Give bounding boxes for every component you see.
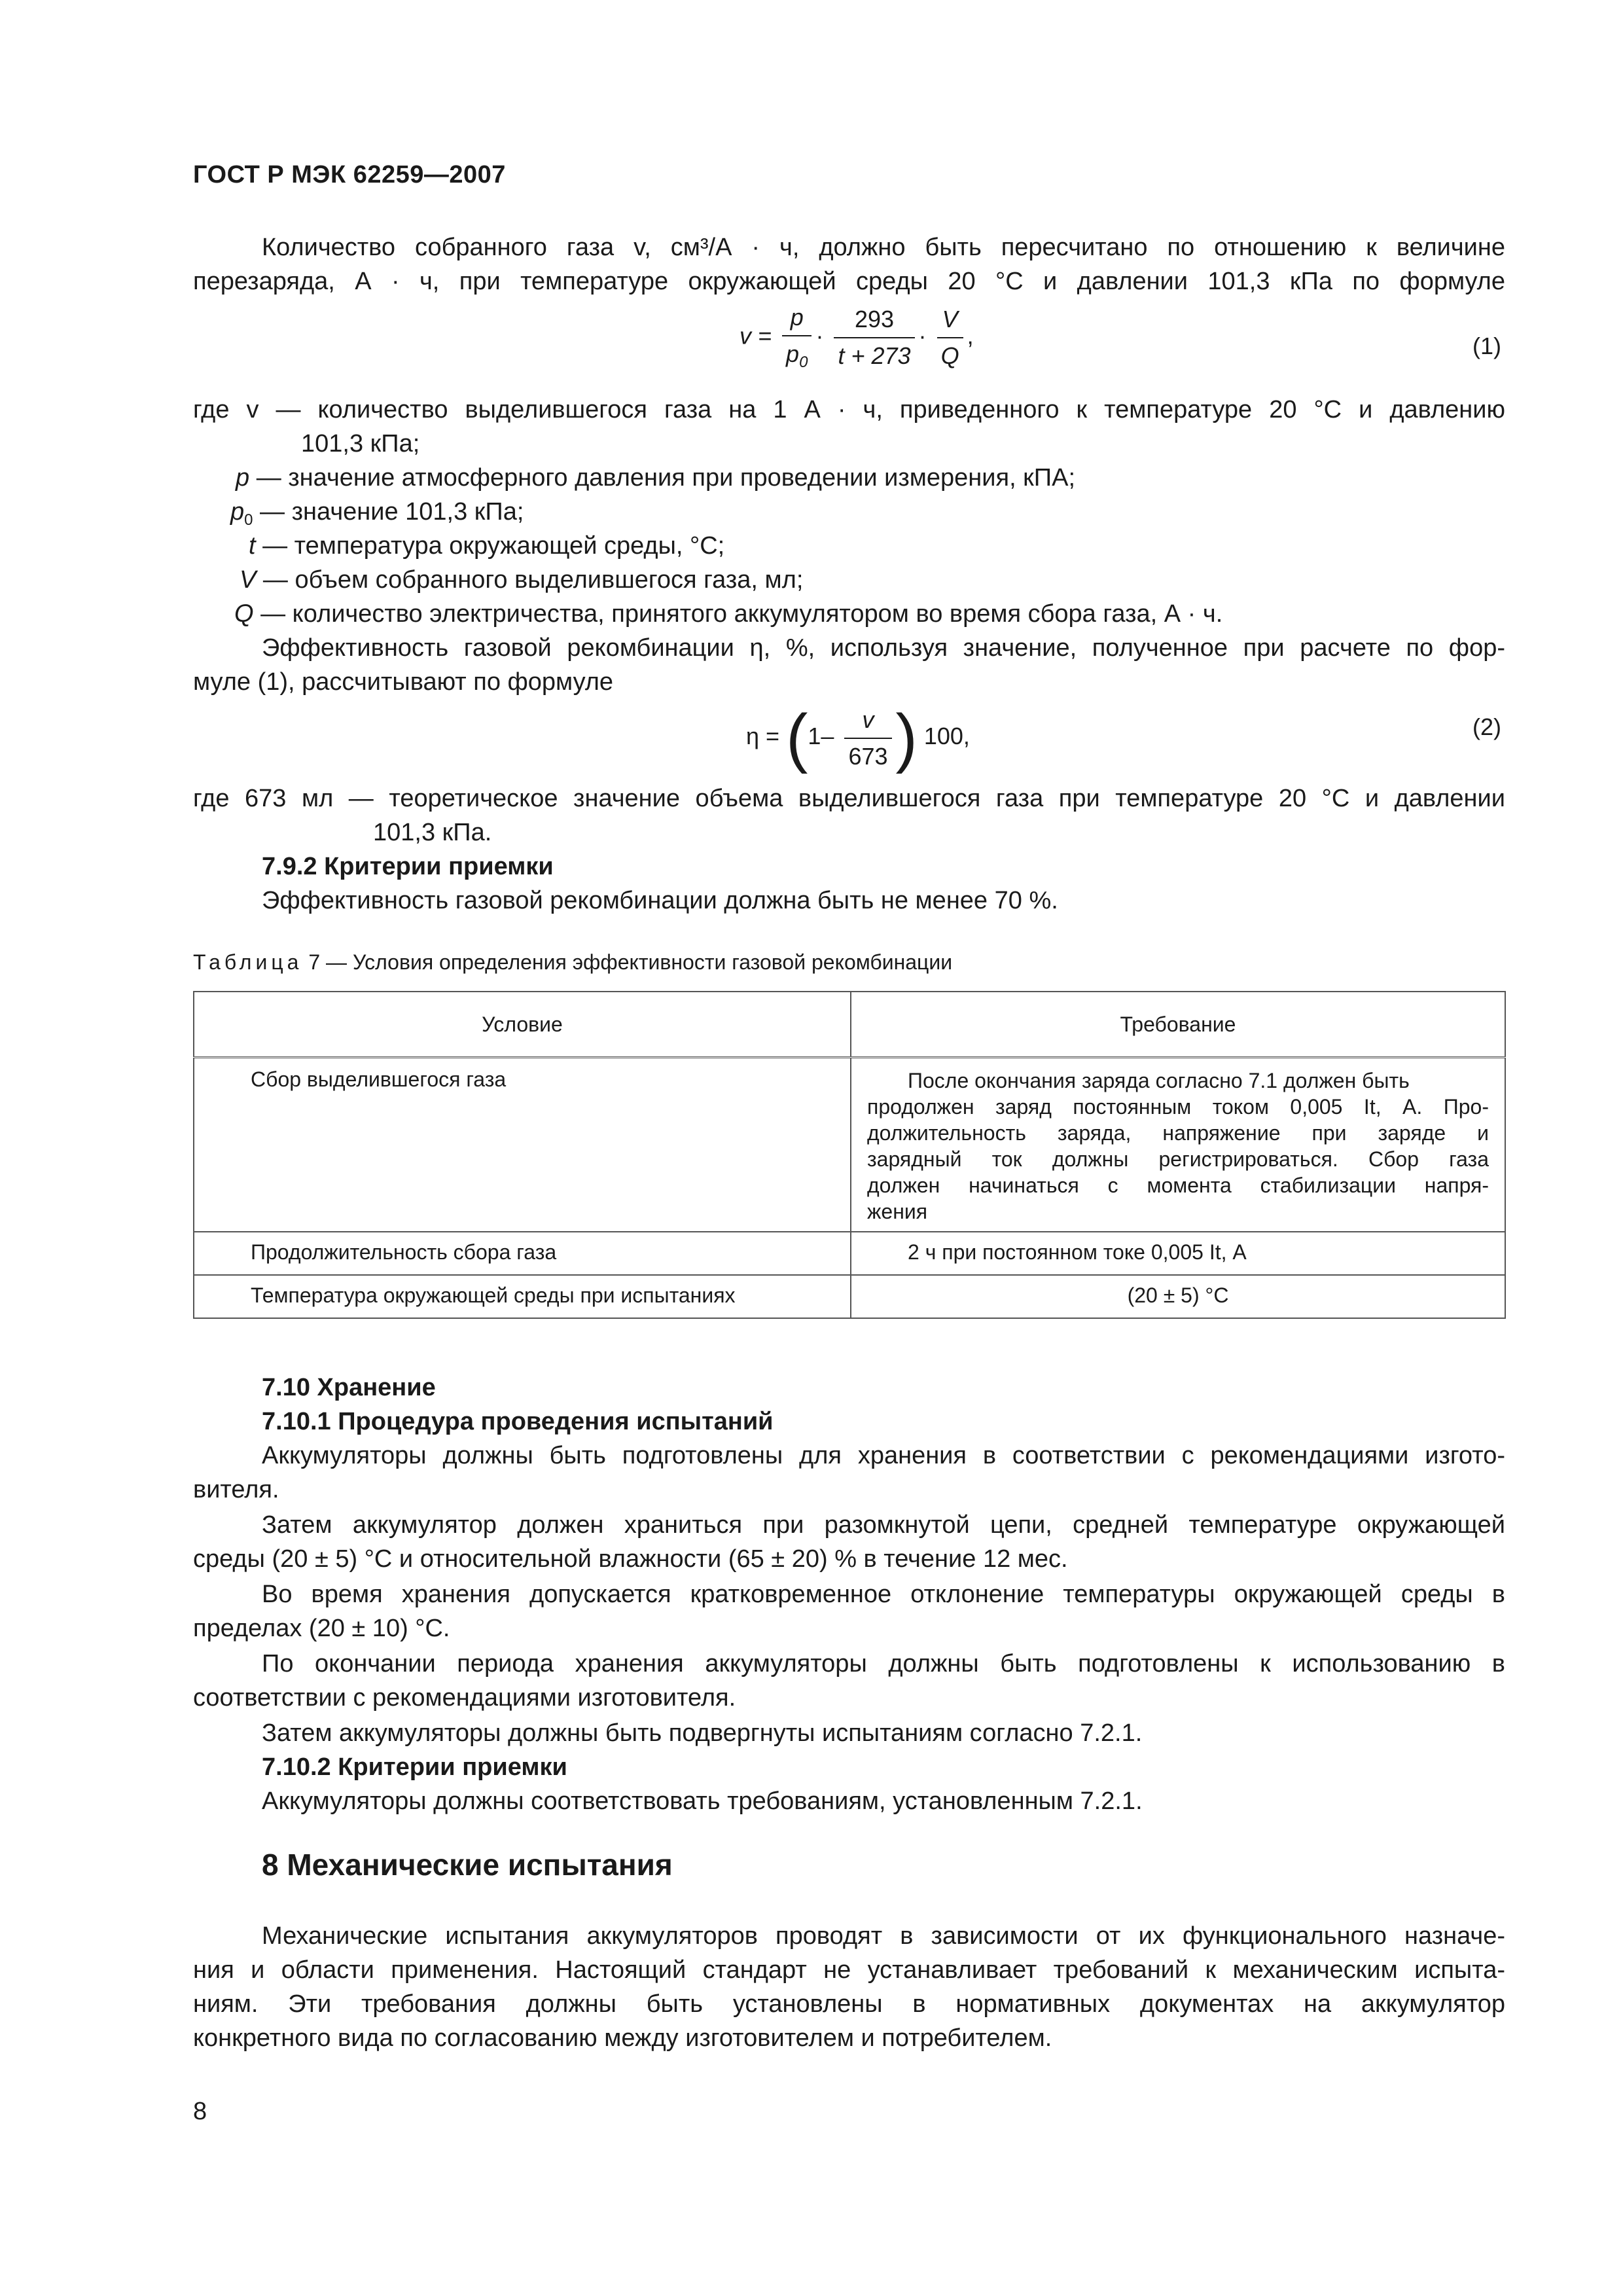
formula-2-number: (2) — [1472, 713, 1501, 740]
req-line-4: зарядный ток должны регистрироваться. Сбор газа — [867, 1147, 1489, 1171]
where2-line-2: 101,3 кПа. — [373, 819, 492, 846]
intro-line-1: Количество собранного газа v, см³/А · ч, должно быть пересчитано по отношению к величине — [262, 234, 1505, 261]
table-header-row — [194, 992, 1505, 1058]
eff-line-1: Эффективность газовой рекомбинации η, %, используя значение, полученное при расчете по фор- — [262, 634, 1505, 662]
where-p — [236, 461, 1075, 495]
section-7-9-2-title: 7.9.2 Критерии приемки — [262, 853, 554, 880]
formula-2-tail: 100, — [923, 723, 970, 750]
table-header-requirement: Требование — [851, 992, 1505, 1058]
req-line-3: должительность заряда, напряжение при заряде и — [867, 1121, 1489, 1145]
where-t-key: t — [249, 532, 256, 560]
table-7-caption-prefix: Таблица — [193, 950, 303, 974]
eff-line-2: муле (1), рассчитывают по формуле — [193, 668, 614, 696]
where-p-desc: — значение атмосферного давления при проведении измерения, кПА; — [249, 464, 1076, 492]
req-line-1: После окончания заряда согласно 7.1 должен быть — [908, 1069, 1410, 1092]
s710-p2-line-2: среды (20 ± 5) °С и относительной влажности (65 ± 20) % в течение 12 мес. — [193, 1545, 1068, 1573]
section-7-10-1-title: 7.10.1 Процедура проведения испытаний — [262, 1408, 774, 1435]
table-cell-temperature-req: (20 ± 5) °С — [851, 1275, 1505, 1318]
req-line-5: должен начинаться с момента стабилизации напря- — [867, 1174, 1489, 1197]
formula-2-lhs: η = — [746, 723, 780, 750]
table-row — [194, 1058, 1505, 1232]
formula-2-frac — [844, 706, 891, 770]
table-cell-gas-collection: Сбор выделившегося газа — [194, 1058, 851, 1232]
where-p0-sub: 0 — [244, 511, 253, 529]
section-8-title: 8 Механические испытания — [262, 1848, 673, 1882]
req-line-2 — [867, 1094, 1489, 1120]
intro-line-2: перезаряда, А · ч, при температуре окружающей среды 20 °С и давлении 101,3 кПа по формуле — [193, 268, 1505, 295]
table-cell-duration-req: 2 ч при постоянном токе 0,005 It, А — [851, 1232, 1505, 1275]
formula-1-dot-2: · — [918, 322, 927, 350]
where2-line-1: где 673 мл — теоретическое значение объема выделившегося газа при температуре 20 °С и давлении — [193, 785, 1505, 812]
s710-p4-line-1: По окончании периода хранения аккумуляторы должны быть подготовлены к использованию в — [262, 1650, 1505, 1677]
s8-line-1: Механические испытания аккумуляторов проводят в зависимости от их функционального назначе- — [262, 1922, 1505, 1950]
table-7-caption-text: 7 — Условия определения эффективности газовой рекомбинации — [302, 950, 953, 974]
where-p0-desc: — значение 101,3 кПа; — [253, 498, 524, 526]
where-Q-desc: — количество электричества, принятого аккумулятором во время сбора газа, А · ч. — [253, 600, 1223, 628]
formula-1-frac-p — [782, 304, 812, 372]
s710-p3-line-1: Во время хранения допускается кратковременное отклонение температуры окружающей среды в — [262, 1581, 1505, 1608]
where-V — [240, 563, 803, 597]
where-p0-key: p — [230, 498, 245, 526]
section-7-9-2-text: Эффективность газовой рекомбинации должна быть не менее 70 %. — [262, 887, 1058, 914]
formula-1-dot-1: · — [815, 322, 824, 350]
formula-2-close-paren: ) — [895, 701, 918, 774]
table-cell-gas-collection-req — [851, 1058, 1505, 1232]
where-V-desc: — объем собранного выделившегося газа, мл; — [256, 566, 804, 594]
table-header-condition: Условие — [194, 992, 851, 1058]
formula-1-p: p — [782, 304, 812, 336]
table-row — [194, 1232, 1505, 1275]
formula-2 — [746, 700, 970, 776]
where-v-line-2: 101,3 кПа; — [301, 430, 420, 457]
formula-2-one-minus: 1– — [808, 723, 834, 750]
where-t-desc: — температура окружающей среды, °С; — [255, 532, 725, 560]
formula-1-Q: Q — [940, 342, 959, 369]
s710-p1-line-2: вителя. — [193, 1476, 279, 1503]
s710-p5: Затем аккумуляторы должны быть подвергнуты испытаниям согласно 7.2.1. — [262, 1719, 1143, 1747]
section-7-10-2-text: Аккумуляторы должны соответствовать требованиям, установленным 7.2.1. — [262, 1787, 1143, 1815]
s710-p2-line-1: Затем аккумулятор должен храниться при разомкнутой цепи, средней температуре окружающей — [262, 1511, 1505, 1539]
where-Q — [234, 597, 1222, 631]
formula-1-lhs: v = — [740, 322, 772, 350]
formula-1-p0: p — [786, 340, 800, 367]
formula-1-t273: t + 273 — [838, 342, 911, 369]
s710-p1-line-1: Аккумуляторы должны быть подготовлены для хранения в соответствии с рекомендациями изгото- — [262, 1442, 1505, 1469]
where-v-line-1: где v — количество выделившегося газа на 1 А · ч, приведенного к температуре 20 °С и давлению — [193, 396, 1505, 423]
document-header: ГОСТ Р МЭК 62259—2007 — [193, 161, 506, 188]
s8-line-3: ниям. Эти требования должны быть установлены в нормативных документах на аккумулятор — [193, 1990, 1505, 2018]
s710-p4-line-2: соответствии с рекомендациями изготовителя. — [193, 1684, 736, 1712]
s710-p3-line-2: пределах (20 ± 10) °С. — [193, 1615, 450, 1642]
where-V-key: V — [240, 566, 257, 594]
s8-line-4: конкретного вида по согласованию между изготовителем и потребителем. — [193, 2024, 1052, 2052]
formula-2-open-paren: ( — [786, 701, 808, 774]
formula-1 — [740, 304, 974, 372]
section-7-10-2-title: 7.10.2 Критерии приемки — [262, 1753, 567, 1781]
table-cell-duration: Продолжительность сбора газа — [194, 1232, 851, 1275]
where-t — [249, 529, 724, 563]
where-Q-key: Q — [234, 600, 254, 628]
section-7-10-title: 7.10 Хранение — [262, 1374, 436, 1401]
s8-line-2: ния и области применения. Настоящий стандарт не устанавливает требований к механическим испыта- — [193, 1956, 1505, 1984]
table-7 — [193, 991, 1506, 1319]
formula-1-frac-temp — [834, 306, 914, 370]
where-p-key: p — [236, 464, 250, 492]
table-row — [194, 1275, 1505, 1318]
req-line-6: жения — [867, 1200, 928, 1223]
formula-1-frac-vq — [937, 306, 963, 370]
formula-1-293: 293 — [834, 306, 914, 338]
table-7-caption — [193, 950, 952, 975]
formula-1-V: V — [937, 306, 963, 338]
req-line-2-text: продолжен заряд постоянным током 0,005 It, А. Про- — [867, 1095, 1489, 1119]
formula-2-673: 673 — [848, 742, 888, 770]
formula-2-v: v — [844, 706, 891, 739]
formula-1-p0-sub: 0 — [799, 353, 808, 371]
page-number: 8 — [193, 2098, 207, 2125]
formula-1-comma: , — [967, 322, 974, 350]
formula-1-number: (1) — [1472, 332, 1501, 359]
table-cell-temperature: Температура окружающей среды при испытаниях — [194, 1275, 851, 1318]
